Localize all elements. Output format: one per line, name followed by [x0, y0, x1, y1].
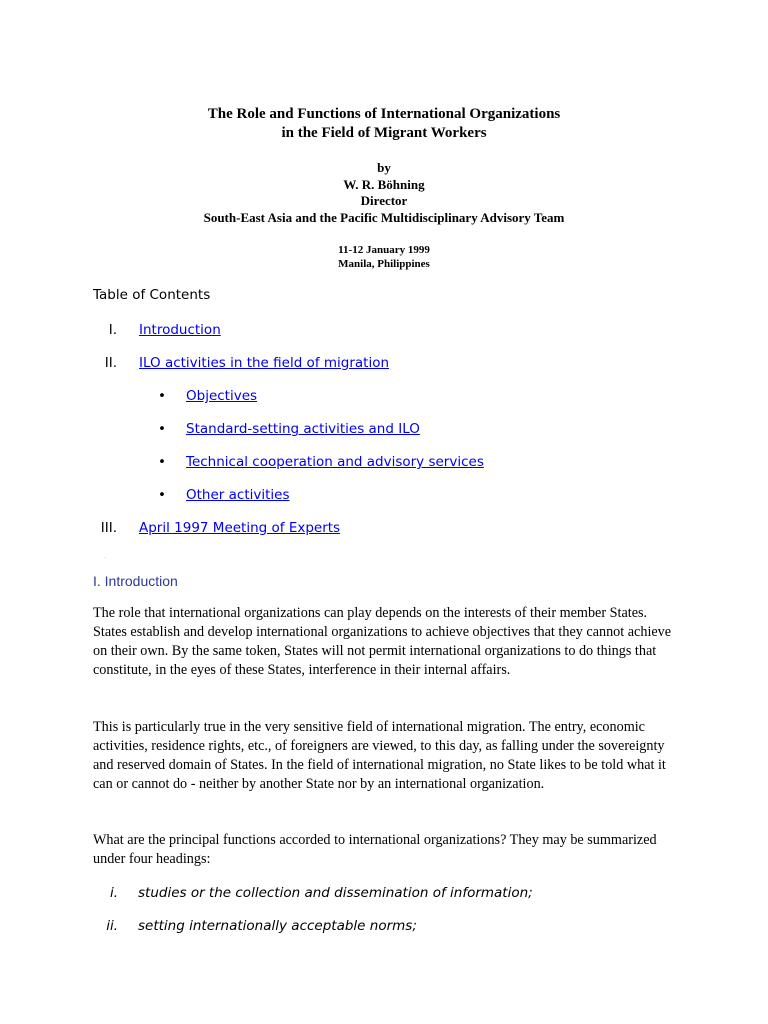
toc-link-meeting-of-experts[interactable]: April 1997 Meeting of Experts — [139, 520, 341, 536]
bullet-icon: • — [158, 388, 166, 404]
toc-item-number: II. — [104, 355, 117, 371]
paragraph: This is particularly true in the very sensitive field of international migration. The entry, economic activities, residence rights, etc., of foreigners are viewed, to this day, as falling under the sovereignty and reserved domain of States. In the field of international migration, no State likes to be told what it can or cannot do - neither by another State nor by an international organization. — [93, 719, 666, 792]
author-name: W. R. Böhning — [343, 176, 425, 192]
by-label: by — [377, 160, 391, 175]
toc-link-objectives[interactable]: Objectives — [186, 388, 258, 404]
title-line-2: in the Field of Migrant Workers — [281, 125, 487, 141]
date-block — [0, 243, 768, 271]
byline — [0, 160, 768, 226]
toc-link-ilo-activities[interactable]: ILO activities in the field of migration — [139, 355, 390, 371]
author-role: Director — [360, 193, 408, 208]
bullet-icon: • — [158, 454, 166, 470]
toc-item-number: I. — [108, 322, 117, 338]
list-item-text: setting internationally acceptable norms; — [138, 918, 417, 934]
toc-heading: Table of Contents — [93, 287, 211, 303]
bullet-icon: • — [158, 421, 166, 437]
paragraph: What are the principal functions accorded to international organizations? They may be summarized under four headings: — [93, 832, 657, 867]
document-header — [0, 105, 768, 271]
toc-link-technical-cooperation[interactable]: Technical cooperation and advisory services — [186, 454, 484, 470]
author-team: South-East Asia and the Pacific Multidisciplinary Advisory Team — [203, 209, 565, 225]
event-date: 11-12 January 1999 — [338, 244, 430, 256]
toc-link-standard-setting[interactable]: Standard-setting activities and ILO — [186, 421, 420, 437]
toc-link-introduction[interactable]: Introduction — [139, 322, 221, 338]
section-heading-introduction: I. Introduction — [93, 573, 178, 589]
list-item-number: ii. — [106, 918, 118, 934]
list-item-text: studies or the collection and dissemination of information; — [138, 885, 533, 901]
separator-dot: . — [104, 553, 106, 560]
title-line-1: The Role and Functions of International Organizations — [207, 106, 561, 122]
document-title — [0, 105, 768, 143]
toc-link-other-activities[interactable]: Other activities — [186, 487, 290, 503]
toc-item-number: III. — [100, 520, 117, 536]
paragraph: The role that international organizations can play depends on the interests of their member States. States establish and develop international organizations to achieve objectives that they cannot achieve on their own. By the same token, States will not permit international organizations to do things that constitute, in the eyes of these States, interference in their internal affairs. — [93, 605, 672, 678]
bullet-icon: • — [158, 487, 166, 503]
event-location: Manila, Philippines — [338, 258, 430, 270]
list-item-number: i. — [109, 885, 118, 901]
